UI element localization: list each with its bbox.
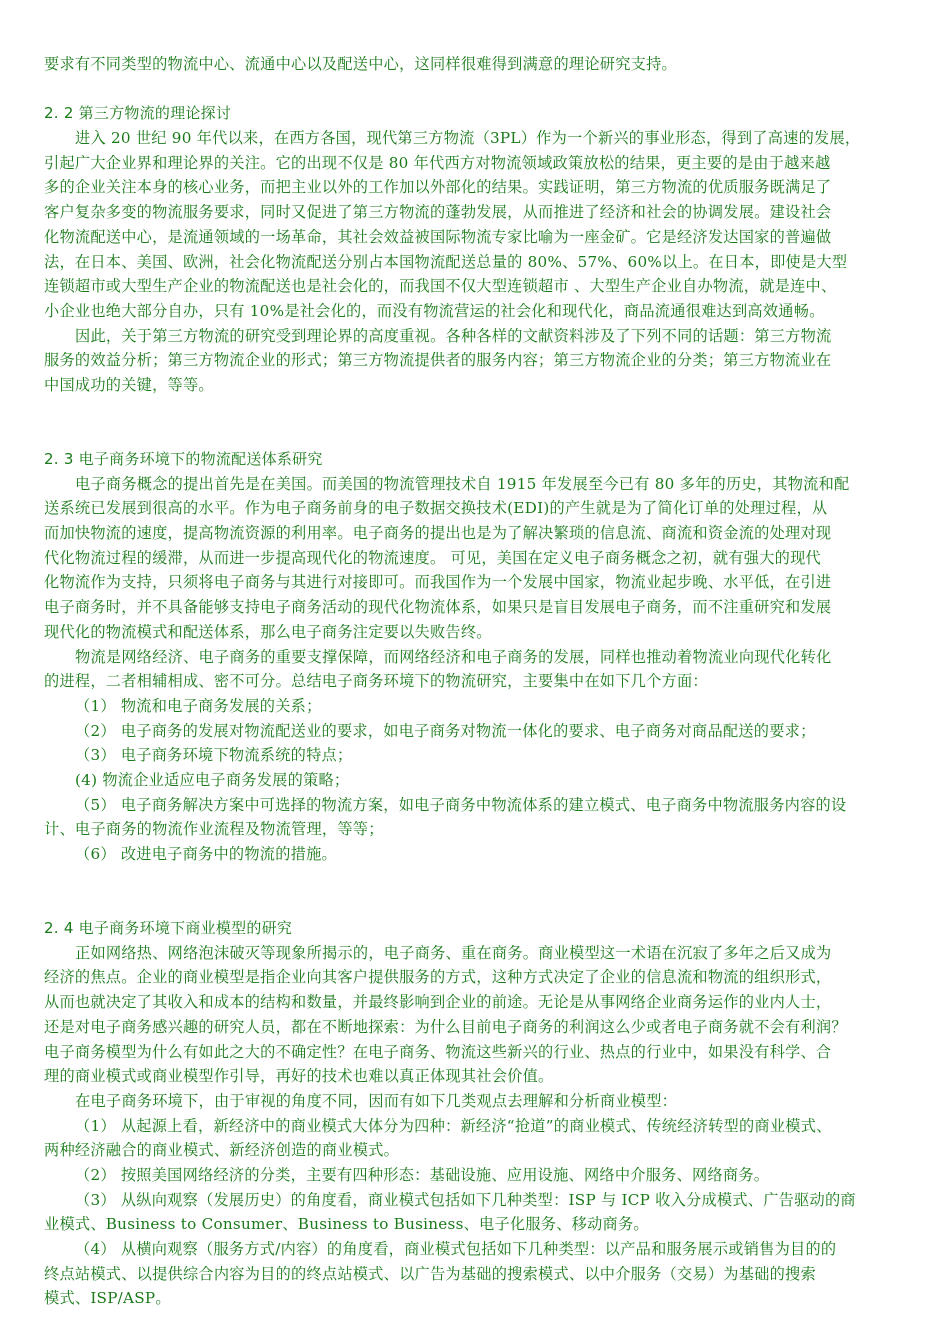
paragraph-line: 化物流配送中心，是流通领域的一场革命，其社会效益被国际物流专家比喻为一座金矿。它是经济发达国家的普遍做 bbox=[44, 227, 832, 246]
section-heading: 2. 2 第三方物流的理论探讨 bbox=[44, 104, 232, 123]
blank-line bbox=[44, 422, 906, 447]
blank-line bbox=[44, 77, 906, 102]
list-item: （1） 物流和电子商务发展的关系； bbox=[75, 696, 322, 715]
paragraph-line: 要求有不同类型的物流中心、流通中心以及配送中心，这同样很难得到满意的理论研究支持。 bbox=[44, 55, 677, 73]
blank-line bbox=[44, 398, 906, 423]
blank-line bbox=[44, 891, 906, 916]
list-item: （2） 电子商务的发展对物流配送业的要求，如电子商务对物流一体化的要求、电子商务对商品配送的要求； bbox=[75, 721, 816, 740]
paragraph-line: 而加快物流的速度，提高物流资源的利用率。电子商务的提出也是为了解决繁琐的信息流、商流和资金流的处理对现 bbox=[44, 524, 832, 543]
paragraph-line: 经济的焦点。企业的商业模型是指企业向其客户提供服务的方式，这种方式决定了企业的信息流和物流的组织形式， bbox=[44, 968, 832, 987]
paragraph-line: 电子商务概念的提出首先是在美国。而美国的物流管理技术自 1915 年发展至今已有 80 多年的历史，其物流和配 bbox=[75, 474, 850, 493]
list-item: （1） 从起源上看，新经济中的商业模式大体分为四种：新经济“抢道”的商业模式、传统经济转型的商业模式、 bbox=[75, 1116, 832, 1135]
list-item: （4） 从横向观察（服务方式/内容）的角度看，商业模式包括如下几种类型：以产品和服务展示或销售为目的的 bbox=[75, 1240, 837, 1258]
list-item: (4) 物流企业适应电子商务发展的策略； bbox=[75, 770, 350, 789]
paragraph-line: 中国成功的关键，等等。 bbox=[44, 375, 214, 394]
paragraph-line: 连锁超市或大型生产企业的物流配送也是社会化的，而我国不仅大型连锁超市 、大型生产企业自办物流，就是连中、 bbox=[44, 277, 837, 296]
list-item-continuation: 两种经济融合的商业模式、新经济创造的商业模式。 bbox=[44, 1141, 400, 1160]
paragraph-line: 电子商务时，并不具备能够支持电子商务活动的现代化物流体系，如果只是盲目发展电子商务，而不注重研究和发展 bbox=[44, 598, 832, 617]
paragraph-line: 在电子商务环境下，由于审视的角度不同，因而有如下几类观点去理解和分析商业模型： bbox=[75, 1091, 678, 1110]
paragraph-line: 送系统已发展到很高的水平。作为电子商务前身的电子数据交换技术(EDI)的产生就是为了简化订单的处理过程，从 bbox=[44, 499, 828, 518]
document-page bbox=[44, 52, 906, 1311]
paragraph-line: 客户复杂多变的物流服务要求，同时又促进了第三方物流的蓬勃发展，从而推进了经济和社会的协调发展。建设社会 bbox=[44, 203, 832, 222]
paragraph-line: 化物流作为支持，只须将电子商务与其进行对接即可。而我国作为一个发展中国家，物流业起步晚、水平低，在引进 bbox=[44, 573, 832, 592]
list-item: （6） 改进电子商务中的物流的措施。 bbox=[75, 845, 337, 863]
paragraph-line: 理的商业模式或商业模型作引导，再好的技术也难以真正体现其社会价值。 bbox=[44, 1067, 554, 1086]
list-item: （2） 按照美国网络经济的分类，主要有四种形态：基础设施、应用设施、网络中介服务、网络商务。 bbox=[75, 1165, 770, 1184]
paragraph-line: 物流是网络经济、电子商务的重要支撑保障，而网络经济和电子商务的发展，同样也推动着物流业向现代化转化 bbox=[75, 647, 832, 666]
blank-line bbox=[44, 867, 906, 892]
paragraph-line: 因此，关于第三方物流的研究受到理论界的高度重视。各种各样的文献资料涉及了下列不同的话题：第三方物流 bbox=[75, 326, 832, 345]
paragraph-line: 从而也就决定了其收入和成本的结构和数量，并最终影响到企业的前途。无论是从事网络企业商务运作的业内人士， bbox=[44, 993, 832, 1012]
paragraph-line: 正如网络热、网络泡沫破灭等现象所揭示的，电子商务、重在商务。商业模型这一术语在沉寂了多年之后又成为 bbox=[75, 943, 832, 962]
paragraph-line: 小企业也绝大部分自办，只有 10%是社会化的，而没有物流营运的社会化和现代化，商品流通很难达到高效通畅。 bbox=[44, 301, 825, 320]
paragraph-line: 还是对电子商务感兴趣的研究人员，都在不断地探索：为什么目前电子商务的利润这么少或者电子商务就不会有利润？ bbox=[44, 1017, 847, 1036]
section-heading: 2. 4 电子商务环境下商业模型的研究 bbox=[44, 919, 293, 938]
paragraph-line: 现代化的物流模式和配送体系，那么电子商务注定要以失败告终。 bbox=[44, 622, 492, 641]
paragraph-line: 的进程，二者相辅相成、密不可分。总结电子商务环境下的物流研究，主要集中在如下几个方面： bbox=[44, 672, 708, 691]
paragraph-line: 多的企业关注本身的核心业务，而把主业以外的工作加以外部化的结果。实践证明，第三方物流的优质服务既满足了 bbox=[44, 178, 832, 197]
paragraph-line: 进入 20 世纪 90 年代以来，在西方各国，现代第三方物流（3PL）作为一个新兴的事业形态，得到了高速的发展， bbox=[75, 129, 861, 148]
list-item: （5） 电子商务解决方案中可选择的物流方案，如电子商务中物流体系的建立模式、电子商务中物流服务内容的设 bbox=[75, 795, 847, 814]
paragraph-line: 引起广大企业界和理论界的关注。它的出现不仅是 80 年代西方对物流领域政策放松的结果，更主要的是由于越来越 bbox=[44, 153, 831, 172]
list-item: （3） 从纵向观察（发展历史）的角度看，商业模式包括如下几种类型：ISP 与 ICP 收入分成模式、广告驱动的商 bbox=[75, 1190, 856, 1209]
list-item: （3） 电子商务环境下物流系统的特点； bbox=[75, 746, 353, 765]
paragraph-line: 服务的效益分析；第三方物流企业的形式；第三方物流提供者的服务内容；第三方物流企业的分类；第三方物流业在 bbox=[44, 351, 832, 370]
list-item-continuation: 模式、ISP/ASP。 bbox=[44, 1289, 171, 1308]
paragraph-line: 法，在日本、美国、欧洲，社会化物流配送分别占本国物流配送总量的 80%、57%、60%以上。在日本，即使是大型 bbox=[44, 252, 848, 271]
paragraph-line: 代化物流过程的缓滞，从而进一步提高现代化的物流速度。 可见，美国在定义电子商务概念之初，就有强大的现代 bbox=[44, 548, 821, 567]
section-heading: 2. 3 电子商务环境下的物流配送体系研究 bbox=[44, 450, 323, 468]
list-item-continuation: 业模式、Business to Consumer、Business to Business、电子化服务、移动商务。 bbox=[44, 1215, 649, 1234]
paragraph-line: 电子商务模型为什么有如此之大的不确定性？在电子商务、物流这些新兴的行业、热点的行业中，如果没有科学、合 bbox=[44, 1042, 832, 1061]
list-item-continuation: 计、电子商务的物流作业流程及物流管理，等等； bbox=[44, 820, 384, 839]
list-item-continuation: 终点站模式、以提供综合内容为目的的终点站模式、以广告为基础的搜索模式、以中介服务（交易）为基础的搜索 bbox=[44, 1264, 816, 1283]
